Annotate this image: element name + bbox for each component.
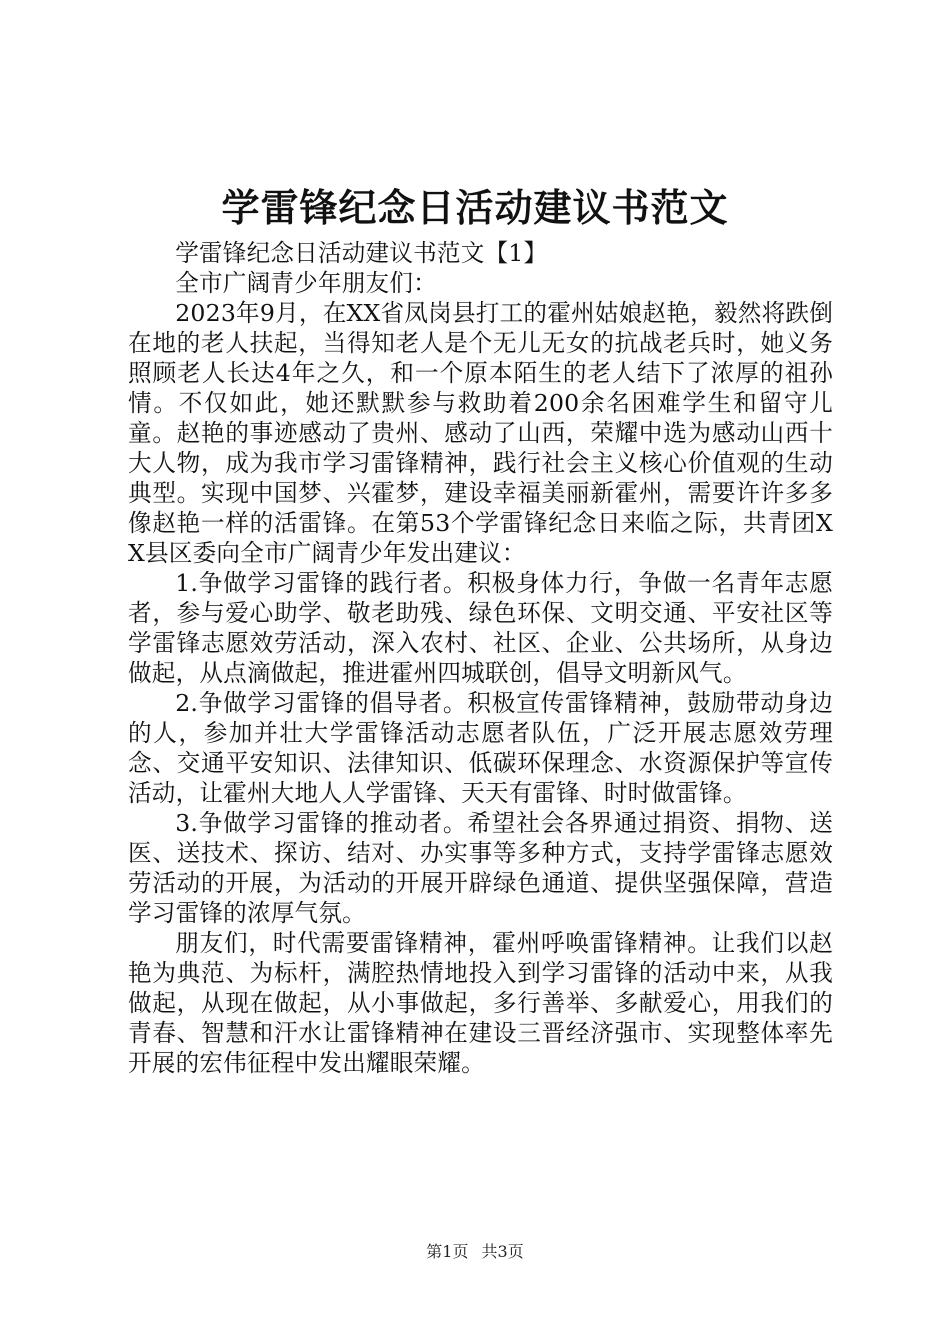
page-number-total: 共3页 xyxy=(481,1242,524,1261)
paragraph-point-1: 1.争做学习雷锋的践行者。积极身体力行，争做一名青年志愿者，参与爱心助学、敬老助残、绿色环保、文明交通、平安社区等学雷锋志愿效劳活动，深入农村、社区、企业、公共场所，从身边做起，从点滴做起，推进霍州四城联创，倡导文明新风气。 xyxy=(128,569,833,687)
paragraph-intro: 2023年9月，在XX省凤岗县打工的霍州姑娘赵艳，毅然将跌倒在地的老人扶起，当得知老人是个无儿无女的抗战老兵时，她义务照顾老人长达4年之久，和一个原本陌生的老人结下了浓厚的祖孙情。不仅如此，她还默默参与救助着200余名困难学生和留守儿童。赵艳的事迹感动了贵州、感动了山西，荣耀中选为感动山西十大人物，成为我市学习雷锋精神，践行社会主义核心价值观的生动典型。实现中国梦、兴霍梦，建设幸福美丽新霍州，需要许许多多像赵艳一样的活雷锋。在第53个学雷锋纪念日来临之际，共青团XX县区委向全市广阔青少年发出建议： xyxy=(128,299,833,567)
paragraph-subtitle: 学雷锋纪念日活动建议书范文【1】 xyxy=(175,239,548,267)
paragraph-point-3: 3.争做学习雷锋的推动者。希望社会各界通过捐资、捐物、送医、送技术、探访、结对、办实事等多种方式，支持学雷锋志愿效劳活动的开展，为活动的开展开辟绿色通道、提供坚强保障，营造学习雷锋的浓厚气氛。 xyxy=(128,809,833,927)
paragraph-point-2: 2.争做学习雷锋的倡导者。积极宣传雷锋精神，鼓励带动身边的人，参加并壮大学雷锋活动志愿者队伍，广泛开展志愿效劳理念、交通平安知识、法律知识、低碳环保理念、水资源保护等宣传活动，让霍州大地人人学雷锋、天天有雷锋、时时做雷锋。 xyxy=(128,689,833,807)
document-title: 学雷锋纪念日活动建议书范文 xyxy=(221,186,729,230)
paragraph-salutation: 全市广阔青少年朋友们： xyxy=(175,269,437,297)
document-body xyxy=(128,238,833,1078)
paragraph-closing: 朋友们，时代需要雷锋精神，霍州呼唤雷锋精神。让我们以赵艳为典范、为标杆，满腔热情地投入到学习雷锋的活动中来，从我做起，从现在做起，从小事做起，多行善举、多献爱心，用我们的青春、智慧和汗水让雷锋精神在建设三晋经济强市、实现整体率先开展的宏伟征程中发出耀眼荣耀。 xyxy=(128,929,833,1077)
page-number-current: 第1页 xyxy=(426,1242,469,1261)
page-footer xyxy=(0,1241,950,1263)
